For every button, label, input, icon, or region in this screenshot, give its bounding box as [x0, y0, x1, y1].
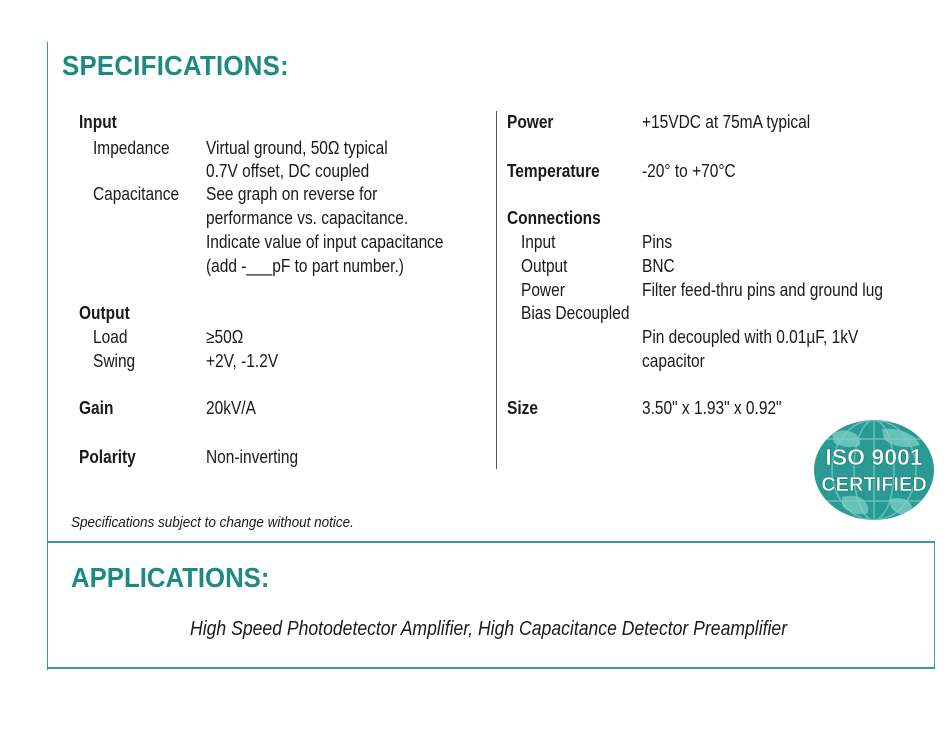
conn-input-label: Input — [521, 232, 556, 252]
temperature-label: Temperature — [507, 161, 600, 181]
capacitance-label: Capacitance — [93, 184, 180, 204]
gain-value: 20kV/A — [206, 398, 256, 418]
iso-text-2: CERTIFIED — [821, 474, 927, 496]
polarity-label: Polarity — [79, 447, 136, 467]
specifications-title: SPECIFICATIONS: — [62, 50, 289, 81]
gain-label: Gain — [79, 398, 114, 418]
bias-value-1: Pin decoupled with 0.01µF, 1kV — [642, 327, 859, 347]
input-heading: Input — [79, 112, 117, 132]
swing-value: +2V, -1.2V — [206, 351, 279, 371]
connections-heading: Connections — [507, 208, 601, 228]
applications-title: APPLICATIONS: — [71, 562, 270, 593]
output-heading: Output — [79, 303, 130, 323]
column-divider — [496, 111, 497, 469]
power-value: +15VDC at 75mA typical — [642, 112, 811, 132]
impedance-value-2: 0.7V offset, DC coupled — [206, 161, 370, 181]
size-value: 3.50" x 1.93" x 0.92" — [642, 398, 782, 418]
conn-power-label: Power — [521, 280, 565, 300]
capacitance-value-1: See graph on reverse for — [206, 184, 378, 204]
conn-output-value: BNC — [642, 256, 675, 276]
polarity-value: Non-inverting — [206, 447, 299, 467]
capacitance-value-2: performance vs. capacitance. — [206, 208, 409, 228]
applications-text: High Speed Photodetector Amplifier, High Capacitance Detector Preamplifier — [190, 618, 788, 640]
size-label: Size — [507, 398, 538, 418]
capacitance-value-3: Indicate value of input capacitance — [206, 232, 444, 252]
iso-text-1: ISO 9001 — [825, 444, 923, 470]
spec-notice: Specifications subject to change without notice. — [71, 514, 354, 531]
load-value: ≥50Ω — [206, 327, 244, 347]
bias-label: Bias Decoupled — [521, 303, 630, 323]
impedance-label: Impedance — [93, 138, 170, 158]
applications-box — [48, 541, 935, 669]
conn-output-label: Output — [521, 256, 568, 276]
temperature-value: -20° to +70°C — [642, 161, 736, 181]
load-label: Load — [93, 327, 128, 347]
power-label: Power — [507, 112, 554, 132]
swing-label: Swing — [93, 351, 136, 371]
conn-input-value: Pins — [642, 232, 673, 252]
conn-power-value: Filter feed-thru pins and ground lug — [642, 280, 883, 300]
iso-9001-seal — [812, 419, 936, 521]
bias-value-2: capacitor — [642, 351, 705, 371]
impedance-value-1: Virtual ground, 50Ω typical — [206, 138, 388, 158]
capacitance-value-4: (add -___pF to part number.) — [206, 256, 404, 276]
